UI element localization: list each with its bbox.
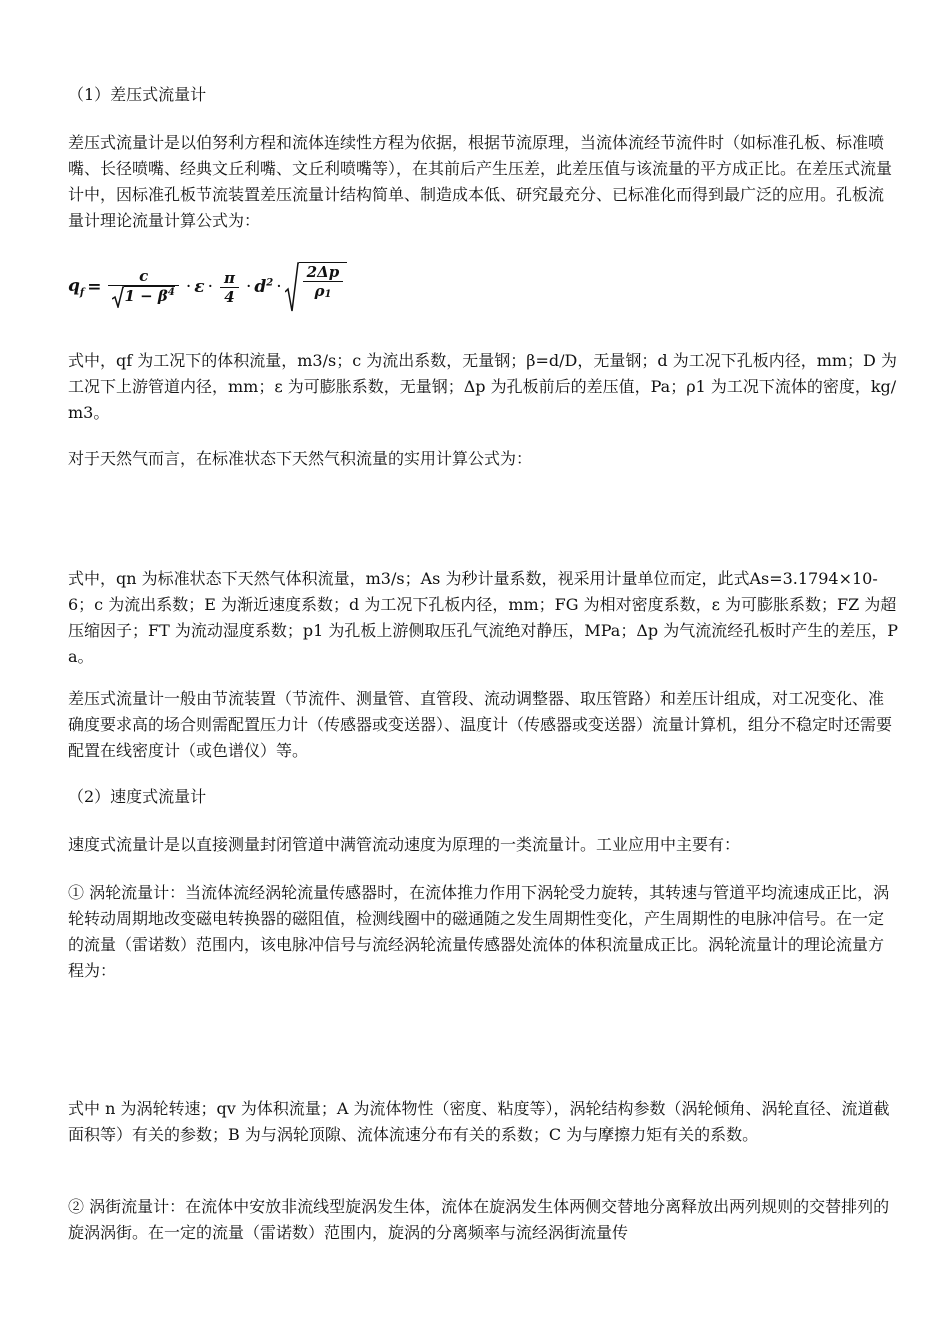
paragraph-vortex: ② 涡街流量计：在流体中安放非流线型旋涡发生体，流体在旋涡发生体两侧交替地分离释放出两列规则的交替排列的旋涡涡街。在一定的流量（雷诺数）范围内，旋涡的分离频率与流经涡街流量传: [68, 1197, 890, 1242]
formula-epsilon: ε: [194, 277, 205, 297]
orifice-flow-formula: $q_f$ = c 1 − β 4 · ε · $\frac{\pi}{4}$ · $d^2$ · 2Δp ρ $_1$: [68, 252, 347, 322]
paragraph-velocity-intro: 速度式流量计是以直接测量封闭管道中满管流动速度为原理的一类流量计。工业应用中主要有：: [68, 835, 741, 854]
formula-fraction-pi: $\frac{\pi}{4}$: [220, 269, 239, 306]
paragraph-differential-intro: 差压式流量计是以伯努利方程和流体连续性方程为依据，根据节流原理，当流体流经节流件时（如标准孔板、标准喷嘴、长径喷嘴、经典文丘利嘴、文丘利喷嘴等），在其前后产生压差，此差压值与该流量的平方成正比。在差压式流量计中，因标准孔板节流装置差压流量计结构简单、制造成本低、研究最充分、已标准化而得到最广泛的应用。孔板流量计理论流量计算公式为：: [68, 133, 893, 230]
paragraph-components: 差压式流量计一般由节流装置（节流件、测量管、直管段、流动调整器、取压管路）和差压计组成，对工况变化、准确度要求高的场合则需配置压力计（传感器或变送器）、温度计（传感器或变送器）流量计算机，组分不稳定时还需要配置在线密度计（或色谱仪）等。: [68, 689, 893, 760]
formula-sqrt-pressure: [285, 262, 348, 312]
formula-fraction-c: c 1 − β 4: [108, 267, 178, 308]
formula-fraction-dp-rho: 2Δp ρ $_1$: [303, 263, 344, 312]
paragraph-turbine-variables: 式中 n 为涡轮转速；qv 为体积流量；A 为流体物性（密度、粘度等），涡轮结构参数（涡轮倾角、涡轮直径、流道截面积等）有关的参数；B 为与涡轮顶隙、流体流速分布有关的系数；C 为与摩擦力矩有关的系数。: [68, 1099, 890, 1144]
paragraph-variables-2: 式中，qn 为标准状态下天然气体积流量，m3/s；As 为秒计量系数，视采用计量单位而定，此式As=3.1794×10-6；c 为流出系数；E 为渐近速度系数；d 为工况下孔板内径，mm；FG 为相对密度系数，ε 为可膨胀系数；FZ 为超压缩因子；FT 为流动湿度系数；p1 为孔板上游侧取压孔气流绝对静压，MPa；Δp 为气流流经孔板时产生的差压，Pa。: [68, 569, 898, 666]
paragraph-turbine: ① 涡轮流量计：当流体流经涡轮流量传感器时，在流体推力作用下涡轮受力旋转，其转速与管道平均流速成正比，涡轮转动周期地改变磁电转换器的磁阻值，检测线圈中的磁通随之发生周期性变化，产生周期性的电脉冲信号。在一定的流量（雷诺数）范围内，该电脉冲信号与流经涡轮流量传感器处流体的体积流量成正比。涡轮流量计的理论流量方程为：: [68, 883, 890, 980]
missing-formula-placeholder-2: [68, 990, 898, 1090]
formula-lhs: $q_f$: [68, 275, 85, 299]
paragraph-variables-1: 式中，qf 为工况下的体积流量，m3/s；c 为流出系数，无量钢；β=d/D，无量钢；d 为工况下孔板内径，mm；D 为工况下上游管道内径，mm；ε 为可膨胀系数，无量钢；Δp 为孔板前后的差压值，Pa；ρ1 为工况下流体的密度，kg/m3。: [68, 351, 897, 422]
formula-d-squared: $d^2$: [254, 277, 274, 297]
missing-formula-placeholder: [68, 480, 898, 560]
section-heading-1: （1）差压式流量计: [68, 85, 207, 104]
formula-sqrt-beta: 1 − β 4: [112, 286, 174, 308]
section-heading-2: （2）速度式流量计: [68, 787, 207, 806]
paragraph-natural-gas: 对于天然气而言，在标准状态下天然气积流量的实用计算公式为：: [68, 449, 533, 468]
formula-equals: =: [87, 277, 102, 297]
